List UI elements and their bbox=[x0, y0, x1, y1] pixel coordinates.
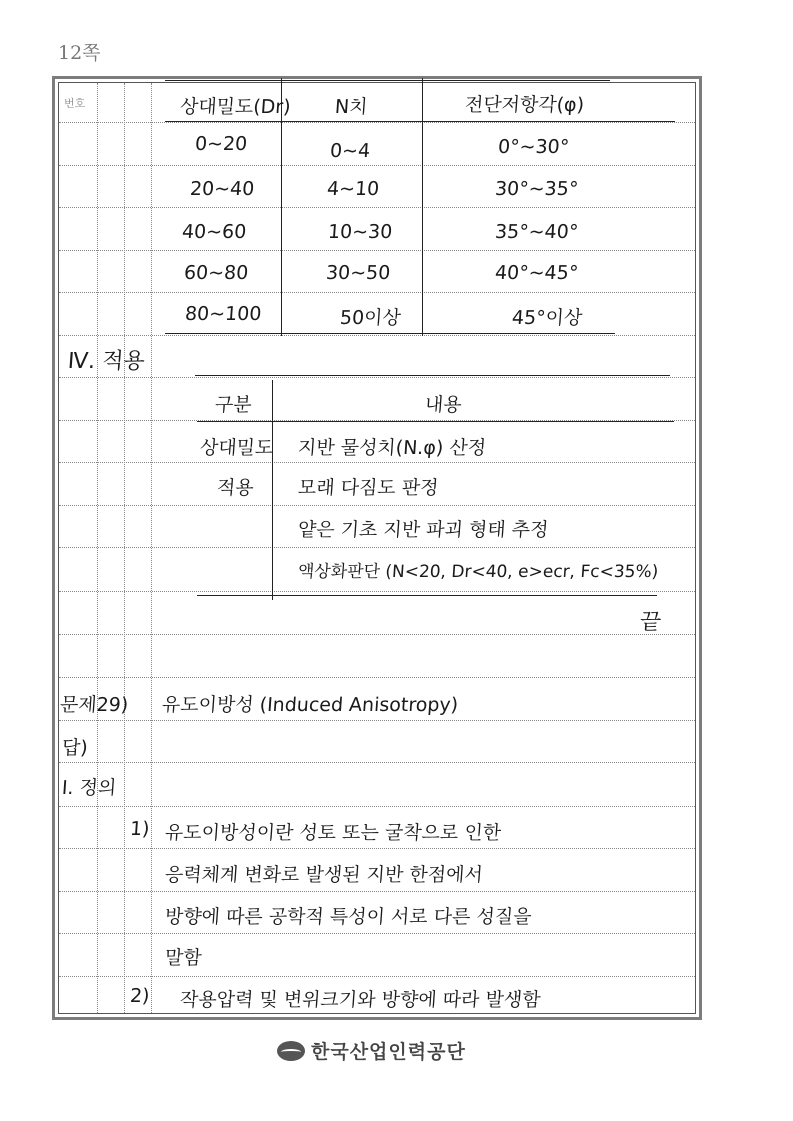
application-item: 모래 다짐도 판정 bbox=[297, 477, 440, 499]
question-number: 문제29) bbox=[59, 694, 129, 716]
table-cell: 40°~45° bbox=[494, 262, 580, 284]
table-cell: 0~20 bbox=[194, 133, 248, 155]
table-cell: 30~50 bbox=[325, 262, 392, 284]
table-cell: 20~40 bbox=[189, 178, 256, 200]
definition-line: 응력체계 변화로 발생된 지반 한점에서 bbox=[164, 864, 484, 886]
margin-line bbox=[151, 83, 152, 1013]
row-number-label: 번호 bbox=[64, 97, 86, 110]
table-cell: 45°이상 bbox=[511, 307, 584, 329]
rule-line bbox=[59, 165, 695, 166]
rule-line bbox=[59, 591, 695, 592]
footer bbox=[277, 1037, 466, 1064]
margin-line bbox=[97, 83, 98, 1013]
table-cell: 80~100 bbox=[184, 303, 263, 325]
table-bottom-rule bbox=[197, 595, 657, 596]
rule-line bbox=[59, 720, 695, 721]
rule-line bbox=[59, 250, 695, 251]
hrdk-logo-icon bbox=[277, 1041, 305, 1061]
answer-label: 답) bbox=[61, 737, 89, 759]
rule-line bbox=[59, 122, 695, 123]
header-relative-density: 상대밀도(Dr) bbox=[179, 96, 292, 118]
definition-line: 유도이방성이란 성토 또는 굴착으로 인한 bbox=[164, 822, 502, 844]
rule-line bbox=[59, 891, 695, 892]
rule-line bbox=[59, 634, 695, 635]
header-friction-angle: 전단저항각(φ) bbox=[464, 94, 585, 116]
table-cell: 35°~40° bbox=[494, 221, 580, 243]
table-header-rule bbox=[197, 421, 674, 422]
category-label: 상대밀도 bbox=[199, 437, 275, 459]
table-header-rule bbox=[165, 121, 675, 122]
table-column-divider bbox=[422, 78, 423, 336]
rule-line bbox=[59, 677, 695, 678]
table-column-divider bbox=[272, 380, 273, 600]
header-content: 내용 bbox=[424, 394, 463, 416]
definition-line: 말함 bbox=[164, 947, 203, 969]
rule-line bbox=[59, 806, 695, 807]
table-top-rule bbox=[195, 375, 670, 376]
section-heading-application: Ⅳ. 적용 bbox=[66, 349, 146, 374]
rule-line bbox=[59, 207, 695, 208]
table-cell: 0~4 bbox=[329, 140, 371, 162]
definition-line: 방향에 따른 공학적 특성이 서로 다른 성질을 bbox=[164, 906, 533, 928]
organization-name: 한국산업인력공단 bbox=[311, 1041, 466, 1063]
rule-line bbox=[59, 335, 695, 336]
end-mark: 끝 bbox=[638, 610, 662, 635]
rule-line bbox=[59, 762, 695, 763]
application-item: 얕은 기초 지반 파괴 형태 추정 bbox=[297, 519, 550, 541]
point-marker: 2) bbox=[129, 985, 151, 1007]
table-cell: 0°~30° bbox=[497, 136, 570, 158]
rule-line bbox=[59, 848, 695, 849]
margin-line bbox=[124, 83, 125, 1013]
category-label: 적용 bbox=[216, 477, 255, 499]
header-category: 구분 bbox=[214, 394, 253, 416]
rule-line bbox=[59, 547, 695, 548]
table-cell: 4~10 bbox=[326, 178, 380, 200]
definition-line: 작용압력 및 변위크기와 방향에 따라 발생함 bbox=[179, 989, 542, 1011]
rule-line bbox=[59, 377, 695, 378]
header-n-value: N치 bbox=[334, 96, 369, 118]
rule-line bbox=[59, 292, 695, 293]
table-top-rule bbox=[165, 80, 610, 81]
table-cell: 60~80 bbox=[183, 262, 250, 284]
table-bottom-rule bbox=[165, 333, 615, 334]
table-cell: 40~60 bbox=[181, 221, 248, 243]
rule-line bbox=[59, 462, 695, 463]
application-item: 액상화판단 (N<20, Dr<40, e>ecr, Fc<35%) bbox=[297, 562, 659, 582]
question-title: 유도이방성 (Induced Anisotropy) bbox=[161, 694, 459, 716]
table-cell: 50이상 bbox=[339, 307, 402, 329]
application-item: 지반 물성치(N.φ) 산정 bbox=[297, 437, 487, 459]
point-marker: 1) bbox=[129, 818, 151, 840]
table-cell: 10~30 bbox=[327, 221, 394, 243]
rule-line bbox=[59, 933, 695, 934]
table-cell: 30°~35° bbox=[494, 178, 580, 200]
rule-line bbox=[59, 976, 695, 977]
section-heading-definition: Ⅰ. 정의 bbox=[61, 777, 118, 799]
page-number: 12쪽 bbox=[58, 42, 101, 64]
rule-line bbox=[59, 505, 695, 506]
